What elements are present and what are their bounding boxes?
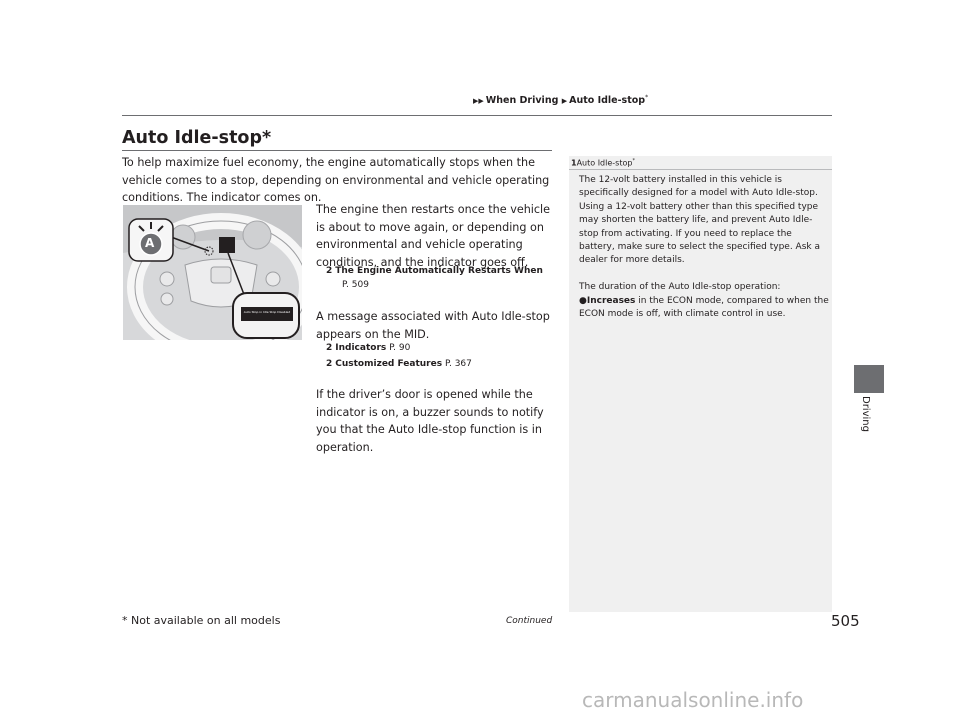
- intro-paragraph: To help maximize fuel economy, the engine automatically stops when the vehicle comes to a stop, depending on environmental and vehicle operating conditions. The indicator comes on.: [122, 156, 550, 204]
- page-number: 505: [831, 612, 860, 630]
- section-tab[interactable]: [854, 365, 884, 393]
- door-paragraph: If the driver’s door is opened while the indicator is on, a buzzer sounds to notify you that the Auto Idle-stop function is in operation.: [316, 388, 544, 454]
- dashboard-illustration: [123, 205, 302, 340]
- section-tab-label: Driving: [860, 396, 871, 432]
- note-header-rule: [569, 169, 832, 170]
- note-bullet-text: in the ECON mode, compared to when the ECON mode is off, with climate control in use.: [579, 296, 829, 320]
- ref-restart-page: P. 509: [342, 280, 369, 290]
- footnote: * Not available on all models: [122, 614, 281, 627]
- ref-customized-link[interactable]: [326, 358, 472, 371]
- breadcrumb: [473, 94, 648, 106]
- note-bullet-item: [579, 295, 829, 322]
- ref-customized-label: Customized Features: [335, 359, 443, 369]
- note-duration-paragraph: The duration of the Auto Idle-stop operation:: [579, 282, 781, 292]
- double-triangle-icon: ▶▶: [473, 97, 484, 106]
- reference-arrow-icon: 2: [326, 359, 333, 369]
- breadcrumb-item-auto-idle-stop[interactable]: Auto Idle-stop: [569, 95, 646, 107]
- asterisk-mark: *: [645, 94, 649, 101]
- restart-paragraph: The engine then restarts once the vehicle is about to move again, or depending on environmental and vehicle operating conditions, and the indicator goes off.: [316, 203, 551, 269]
- triangle-icon: ▶: [561, 97, 568, 106]
- note-bullet-bold: Increases: [586, 296, 636, 306]
- note-header: [571, 158, 635, 168]
- note-header-title: Auto Idle-stop: [576, 158, 633, 168]
- breadcrumb-item-when-driving[interactable]: When Driving: [485, 95, 559, 107]
- continued-label: Continued: [506, 616, 553, 626]
- note-header-asterisk: *: [632, 158, 635, 164]
- reference-arrow-icon: 2: [326, 266, 333, 276]
- ref-restart-link[interactable]: [326, 265, 543, 278]
- ref-indicators-label: Indicators: [335, 343, 387, 353]
- ref-restart-label: The Engine Automatically Restarts When: [335, 266, 543, 276]
- title-asterisk: *: [261, 128, 272, 148]
- indicator-letter: A: [145, 236, 155, 250]
- title-rule: [122, 150, 552, 151]
- message-paragraph: A message associated with Auto Idle-stop appears on the MID.: [316, 310, 550, 341]
- page-title-text: Auto Idle-stop: [122, 128, 262, 148]
- note-number-icon: 1: [571, 158, 577, 168]
- bullet-icon: ●: [579, 296, 587, 306]
- watermark: carmanualsonline.info: [582, 688, 804, 712]
- reference-arrow-icon: 2: [326, 343, 333, 353]
- header-rule: [122, 115, 832, 116]
- ref-indicators-link[interactable]: [326, 342, 410, 355]
- ref-indicators-page: P. 90: [389, 343, 411, 353]
- ref-customized-page: P. 367: [444, 359, 472, 369]
- page-title: [122, 128, 271, 148]
- mid-message-display: Auto Stop in Idle Stop Disabled: [243, 310, 291, 314]
- note-battery-paragraph: The 12-volt battery installed in this vehicle is specifically designed for a model with Auto Idle-stop. Using a 12-volt battery other than this specified type may shorten the battery life, and prevent Auto Idle-stop from activating. If you need to replace the battery, make sure to select the specified type. Ask a dealer for more details.: [579, 175, 820, 266]
- auto-idle-stop-indicator-icon: [123, 205, 173, 261]
